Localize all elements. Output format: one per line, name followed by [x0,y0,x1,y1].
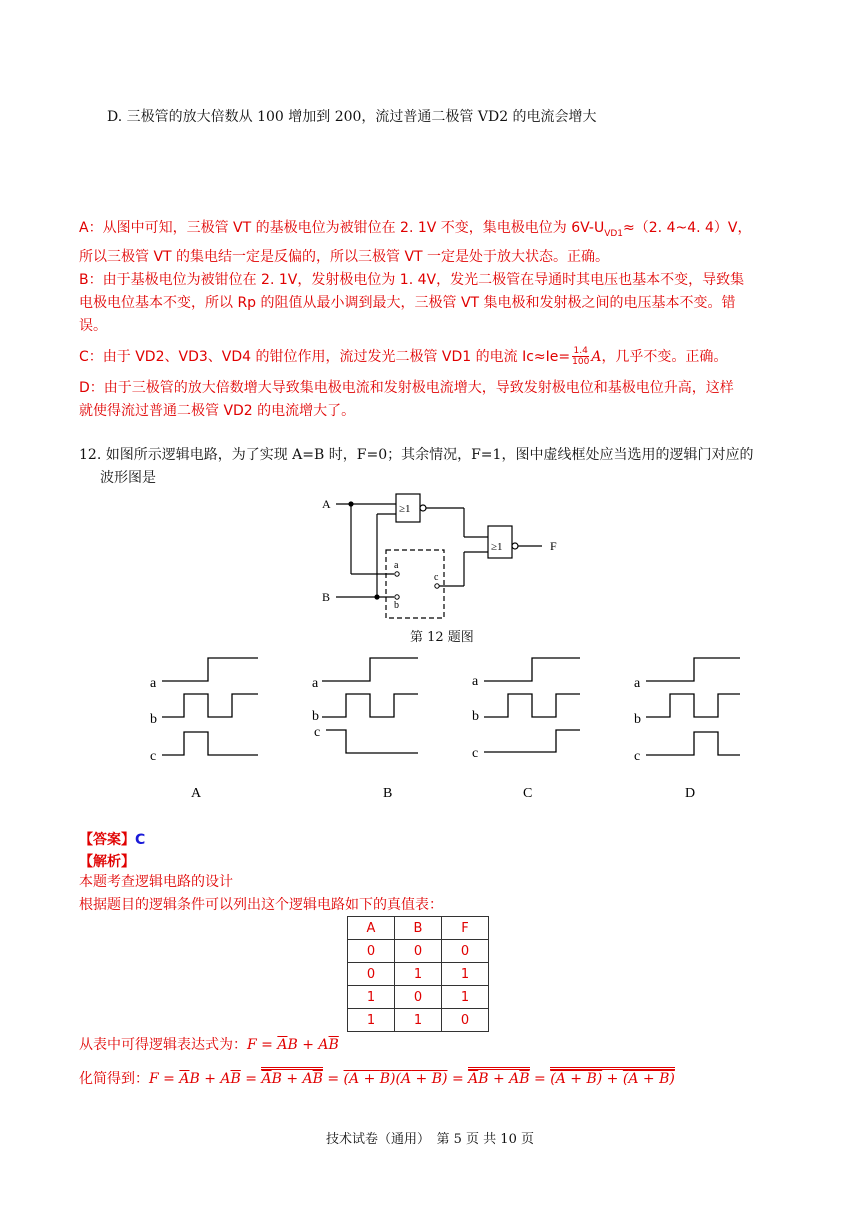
wave-b-label-a: a [312,676,319,691]
pin-a-label: a [394,560,399,571]
table-row [348,1009,489,1032]
gate1-symbol: ≥1 [399,503,411,515]
analysis-c: C：由于 VD2、VD3、VD4 的钳位作用，流过发光二极管 VD1 的电流 Ic≈Ie= $\frac{1.4}{100}$ A，几乎不变。正确。 [79,346,728,368]
analysis-d-line1: D：由于三极管的放大倍数增大导致集电极电流和发射极电流增大，导致发射极电位和基极电位升高，这样 [79,379,734,396]
wave-b-label-b: b [312,709,319,724]
option-c-label: C [523,786,533,801]
page-footer: 技术试卷（通用） 第 5 页 共 10 页 [326,1132,534,1147]
table-cell: 1 [442,986,489,1009]
circuit-label-a: A [322,497,331,511]
logic-circuit-diagram [310,486,570,626]
table-cell: 1 [348,1009,395,1032]
simplification [79,1068,675,1088]
table-cell: 0 [348,963,395,986]
wave-a-label-b: b [150,712,157,727]
table-row [348,986,489,1009]
header-cell: B [395,917,442,940]
table-cell: 0 [395,986,442,1009]
wave-d-label-b: b [634,712,641,727]
explanation-line2: 根据题目的逻辑条件可以列出这个逻辑电路如下的真值表： [79,897,443,913]
question-12-line2: 波形图是 [100,470,156,486]
simplify-prefix: 化简得到： [79,1071,149,1087]
question-12 [79,444,753,490]
analysis-d-line2: 就使得流过普通二极管 VD2 的电流增大了。 [79,402,356,419]
truth-table-header [348,917,489,940]
table-row [348,963,489,986]
waveform-options [140,650,780,810]
table-cell: 0 [442,940,489,963]
wave-b-label-c: c [314,725,321,740]
question-12-line1: 12. 如图所示逻辑电路，为了实现 A=B 时，F=0；其余情况，F=1，图中虚线框处应当选用的逻辑门对应的 [79,447,754,463]
logic-expression [79,1034,339,1054]
analysis-b-line1: B：由于基极电位为被钳位在 2. 1V，发射极电位为 1. 4V，发光二极管在导通时其电压也基本不变，导致集 [79,271,745,288]
truth-table [347,916,489,1032]
pin-b-label: b [394,600,399,611]
expression-formula: $F = \overline{A}B + A\overline{B}$ [247,1037,339,1053]
explanation-label: 【解析】 [79,854,135,870]
header-cell: A [348,917,395,940]
wave-d-label-a: a [634,676,641,691]
option-a-label: A [191,786,202,801]
gate2-symbol: ≥1 [491,541,503,553]
analysis-b-line3: 误。 [79,317,107,334]
option-d: D. 三极管的放大倍数从 100 增加到 200，流过普通二极管 VD2 的电流会增大 [107,109,597,125]
wave-a-label-c: c [150,749,157,764]
pin-c-label: c [434,572,439,583]
figure-caption: 第 12 题图 [410,630,474,645]
header-cell: F [442,917,489,940]
wave-a-label-a: a [150,676,157,691]
option-b-label: B [383,786,393,801]
answer-value: C [135,832,146,848]
wave-c-label-a: a [472,674,479,689]
table-cell: 0 [395,940,442,963]
table-cell: 0 [348,940,395,963]
wave-d-label-c: c [634,749,641,764]
expression-prefix: 从表中可得逻辑表达式为： [79,1037,247,1053]
current-fraction: $\frac{1.4}{100}$ [572,346,590,368]
analysis-a-line1: A：从图中可知，三极管 VT 的基极电位为被钳位在 2. 1V 不变，集电极电位为 $6V-U_{VD1}\approx(2$. 4~4. 4）V， [79,220,752,239]
simplify-formula: $F = \overline{A}B + A\overline{B} = \overline{A}B + A\overline{B} = (A + B)(A + B) = \overline{A}B + A\overline{B} = (A + B) + (A + B)$ [149,1067,675,1087]
table-cell: 1 [348,986,395,1009]
circuit-label-b: B [322,590,331,604]
explanation-line1: 本题考查逻辑电路的设计 [79,874,233,890]
analysis-block [79,217,799,423]
wave-c-label-c: c [472,746,479,761]
table-cell: 1 [442,963,489,986]
answer-label: 【答案】 [79,832,135,848]
table-cell: 1 [395,963,442,986]
analysis-a-line2: 所以三极管 VT 的集电结一定是反偏的，所以三极管 VT 一定是处于放大状态。正确。 [79,248,610,265]
analysis-b-line2: 电极电位基本不变，所以 Rp 的阻值从最小调到最大，三极管 VT 集电极和发射极之间的电压基本不变。错 [79,294,736,311]
answer-line [79,829,145,849]
option-d-label: D [685,786,696,801]
circuit-label-f: F [550,539,557,553]
table-cell: 1 [395,1009,442,1032]
table-row [348,940,489,963]
wave-c-label-b: b [472,709,479,724]
table-cell: 0 [442,1009,489,1032]
explanation-text [79,871,443,917]
